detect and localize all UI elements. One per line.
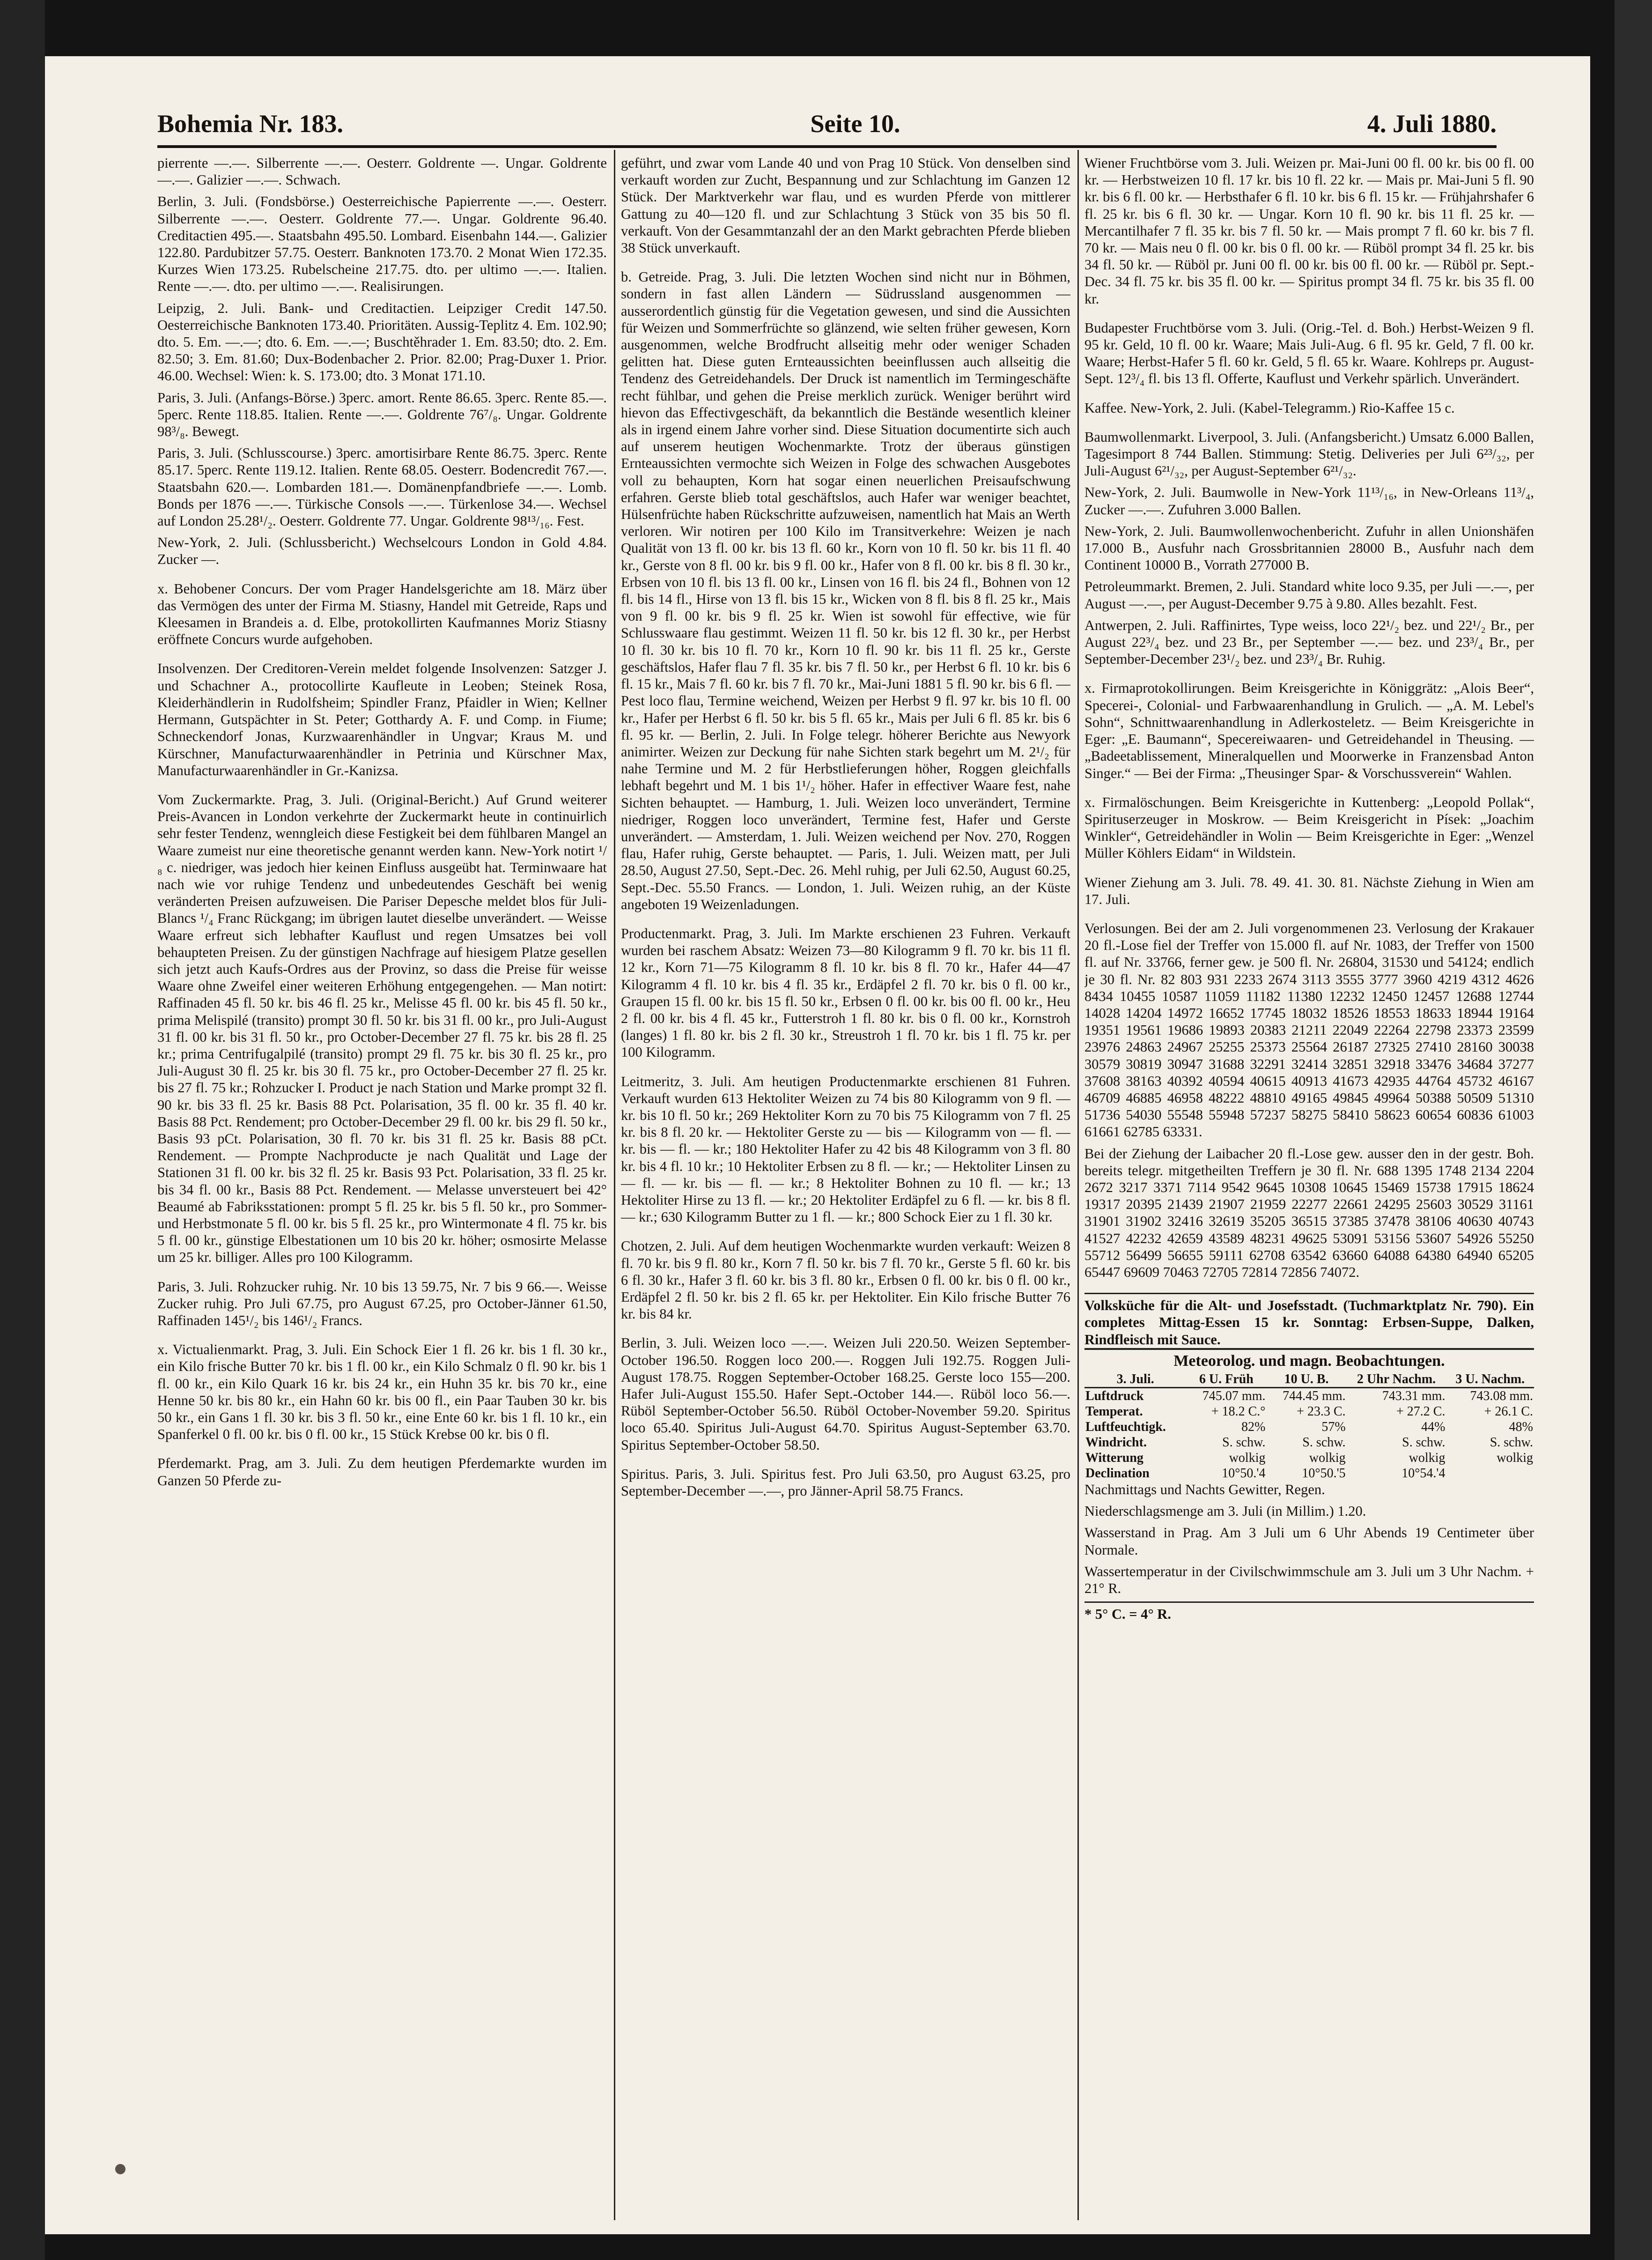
weather-header-cell: 10 U. B. [1266,1371,1346,1388]
article-paragraph: Budapester Fruchtbörse vom 3. Juli. (Orig.-Tel. d. Boh.) Herbst-Weizen 9 fl. 95 kr. Geld, 10 fl. 00 kr. Waare; Mais Juli-Aug. 6 fl. 95 kr. Geld, 7 fl. 00 kr. Waare; Herbst-Hafer 5 fl. 60 kr. Geld, 5 fl. 65 kr. Waare. Kohlreps pr. August-Sept. 12³/₄ fl. bis 13 fl. Offerte, Kauflust und Verkehr spärlich. Unverändert. [1084,319,1534,387]
weather-row [1084,1466,1534,1481]
header-date: 4. Juli 1880. [1367,110,1497,138]
article-paragraph: Antwerpen, 2. Juli. Raffinirtes, Type weiss, loco 22¹/₂ bez. und 22¹/₂ Br., per August 22³/₄ bez. und 23 Br., per September —.— bez. und 23³/₄ Br., per September-December 23¹/₂ bez. und 23³/₄ Br. Ruhig. [1084,617,1534,667]
article-paragraph: New-York, 2. Juli. Baumwollenwochenbericht. Zufuhr in allen Unionshäfen 17.000 B., Ausfuhr nach Grossbritannien 28000 B., Ausfuhr nach dem Continent 10000 B., Vorrath 277000 B. [1084,523,1534,573]
weather-row [1084,1435,1534,1450]
article-paragraph: Paris, 3. Juli. (Schlusscourse.) 3perc. amortisirbare Rente 86.75. 3perc. Rente 85.17. 5perc. Rente 119.12. Italien. Rente 68.05. Oesterr. Bodencredit 767.—. Staatsbahn 620.—. Lombarden 181.—. Domänenpfandbriefe —.—. Lomb. Bonds per 1876 —.—. Türkische Consols —.—. Türkenlose 34.—. Wechsel auf London 25.28¹/₂. Oesterr. Goldrente 77. Ungar. Goldrente 98¹³/₁₆. Fest. [157,445,607,529]
column-2 [621,155,1070,2220]
weather-cell: 57% [1321,1420,1346,1434]
weather-cell: wolkig [1409,1451,1446,1465]
weather-cell: S. schw. [1222,1435,1266,1450]
article-paragraph: Paris, 3. Juli. Rohzucker ruhig. Nr. 10 bis 13 59.75, Nr. 7 bis 9 66.—. Weisse Zucker ruhig. Pro Juli 67.75, pro August 67.25, pro October-Jänner 61.50, Raffinaden 145¹/₂ bis 146¹/₂ Francs. [157,1278,607,1328]
article-paragraph: Wiener Ziehung am 3. Juli. 78. 49. 41. 30. 81. Nächste Ziehung in Wien am 17. Juli. [1084,874,1534,907]
weather-cell: 743.08 mm. [1470,1389,1533,1403]
column-divider [614,150,615,2220]
weather-cell: 10°54.'4 [1401,1466,1446,1481]
weather-row-label: Windricht. [1085,1435,1147,1450]
article-paragraph: Verlosungen. Bei der am 2. Juli vorgenommenen 23. Verlosung der Krakauer 20 fl.-Lose fiel der Treffer von 15.000 fl. auf Nr. 1083, der Treffer von 1500 fl. auf Nr. 33766, ferner gew. je 500 fl. Nr. 26804, 31530 und 54124; endlich je 30 fl. Nr. 82 803 931 2233 2674 3113 3555 3777 3960 4219 4312 4626 8434 10455 10587 11059 11182 11380 12232 12450 12457 12688 12744 14028 14204 14972 16652 17745 18032 18526 18553 18633 18944 19164 19351 19561 19686 19893 20383 21211 22049 22264 22798 23373 23599 23976 24863 24967 25255 25373 25564 26187 27325 27410 28160 30038 30579 30819 30947 31688 32291 32414 32851 32918 33476 34684 37277 37608 38163 40392 40594 40615 40913 41673 42935 44764 45732 46167 46709 46885 46958 48222 48810 49165 49845 49964 50388 50509 51310 51736 54030 55548 55948 57237 58275 58410 58623 60654 60836 61003 61661 62785 63331. [1084,920,1534,1140]
page-header [157,87,1497,138]
scan-edge-right [1615,0,1652,2260]
weather-header-row [1084,1371,1534,1388]
weather-note: Wassertemperatur in der Civilschwimmschule am 3. Juli um 3 Uhr Nachm. + 21° R. [1084,1563,1534,1597]
column-3 [1084,155,1534,2220]
weather-row [1084,1419,1534,1435]
weather-note: Wasserstand in Prag. Am 3 Juli um 6 Uhr Abends 19 Centimeter über Normale. [1084,1525,1534,1558]
weather-cell: + 26.1 C. [1484,1404,1533,1419]
article-paragraph: b. Getreide. Prag, 3. Juli. Die letzten Wochen sind nicht nur in Böhmen, sondern in fast allen Ländern — Südrussland ausgenommen — ausserordentlich günstig für die Vegetation gewesen, und sind die Aussichten für Weizen und Sommerfrüchte so glänzend, wie selten früher gewesen, Korn ausgenommen, welche Brodfrucht allseitig mehr oder weniger Schaden gelitten hat. Diese guten Ernteaussichten beeinflussen auch allseitig die Tendenz des Getreidehandels. Der Druck ist namentlich im Termingeschäfte recht fühlbar, und gehen die Preise merklich zurück. Weniger berührt wird hievon das Effectivgeschäft, da bekanntlich die Bestände wesentlich kleiner als in irgend einem Jahre vorher sind. Diese Situation documentirte sich auch auf unserem heutigen Wochenmarkte. Trotz der überaus günstigen Ernteaussichten vermochte sich Weizen in Folge des schwachen Ausgebotes voll zu behaupten, Korn hat sogar einen neuerlichen Preisaufschwung erfahren. Gerste blieb total geschäftslos, auch Hafer war weniger beachtet, Hülsenfrüchte haben Rückschritte aufzuweisen, namentlich hat Mais an Werth verloren. Wir notiren per 100 Kilo im Transitverkehre: Weizen je nach Qualität von 13 fl. 00 kr. bis 13 fl. 60 kr., Korn von 10 fl. 50 kr. bis 11 fl. 40 kr., Gerste von 8 fl. 00 kr. bis 9 fl. 00 kr., Hafer von 8 fl. 00 kr. bis 8 fl. 30 kr., Erbsen von 10 fl. bis 13 fl. 00 kr., Linsen von 16 fl. bis 24 fl., Bohnen von 12 fl. bis 14 fl., Hirse von 13 fl. bis 15 kr., Wicken von 8 fl. bis 8 fl. 25 kr., Mais von 9 fl. 00 kr. bis 9 fl. 25 kr. Wien ist sowohl für effective, wie für Schlusswaare flau gestimmt. Weizen 11 fl. 50 kr. bis 12 fl. 30 kr., per Herbst 10 fl. 30 kr. bis 10 fl. 70 kr., Korn 10 fl. 90 kr. bis 11 fl. 25 kr., Gerste geschäftslos, Hafer flau 7 fl. 35 kr. bis 7 fl. 50 kr., per Herbst 6 fl. 10 kr. bis 6 fl. 15 kr., Mais 7 fl. 60 kr. bis 7 fl. 70 kr., Mai-Juni 1881 5 fl. 90 kr. bis 6 fl. — Pest loco flau, Termine weichend, Weizen per Herbst 9 fl. 97 kr. bis 10 fl. 00 kr., Hafer per Herbst 6 fl. 50 kr. bis 5 fl. 65 kr., Mais per Juli 6 fl. 85 kr. bis 6 fl. 95 kr. — Berlin, 2. Juli. In Folge telegr. höherer Berichte aus Newyork animirter. Weizen zur Deckung für nahe Sichten stark begehrt um M. 2¹/₂ für nahe Termine und M. 2 für Herbstlieferungen höher, Roggen gleichfalls lebhaft begehrt und M. 1 bis 1¹/₂ höher. Hafer in effectiver Waare fest, nahe Sichten behauptet. — Hamburg, 1. Juli. Weizen loco unverändert, Termine niedriger, Roggen loco unverändert, Termine fest, Hafer und Gerste unverändert. — Amsterdam, 1. Juli. Weizen weichend per Nov. 270, Roggen flau, Hafer ruhig, Gerste behauptet. — Paris, 1. Juli. Weizen matt, per Juli 28.50, August 27.50, Sept.-Dec. 26. Mehl ruhig, per Juli 62.50, August 60.25, Sept.-Dec. 55.50 Francs. — London, 1. Juli. Weizen ruhig, an der Küste angeboten 19 Weizenladungen. [621,269,1070,912]
article-paragraph: Leipzig, 2. Juli. Bank- und Creditactien. Leipziger Credit 147.50. Oesterreichische Banknoten 173.40. Prioritäten. Aussig-Teplitz 4. Em. 102.90; dto. 5. Em. —.—; dto. 6. Em. —.—; Buschtěhrader 1. Em. 83.50; dto. 2. Em. 82.50; 3. Em. 81.60; Dux-Bodenbacher 2. Prior. 82.00; Prag-Duxer 1. Prior. 46.00. Wechsel: Wien: k. S. 173.00; dto. 3 Monat 171.10. [157,300,607,384]
weather-header-cell: 2 Uhr Nachm. [1347,1371,1446,1388]
weather-notes [1084,1481,1534,1597]
article-paragraph: x. Behobener Concurs. Der vom Prager Handelsgerichte am 18. März über das Vermögen des unter der Firma M. Stiasny, Handel mit Getreide, Raps und Kleesamen in Brandeis a. d. Elbe, protokollirten Kaufmannes Moriz Stiasny eröffnete Concurs wurde aufgehoben. [157,580,607,648]
weather-note: Nachmittags und Nachts Gewitter, Regen. [1084,1482,1325,1497]
article-paragraph: Petroleummarkt. Bremen, 2. Juli. Standard white loco 9.35, per Juli —.—, per August —.—, per August-December 9.75 à 9.80. Alles bezahlt. Fest. [1084,578,1534,612]
article-paragraph: Berlin, 3. Juli. (Fondsbörse.) Oesterreichische Papierrente —.—. Oesterr. Silberrente —.—. Oesterr. Goldrente 77.—. Ungar. Goldrente 96.40. Creditactien 495.—. Staatsbahn 495.50. Lombard. Eisenbahn 144.—. Galizier 122.80. Pardubitzer 57.75. Oesterr. Banknoten 173.70. 2 Monat Wien 172.35. Kurzes Wien 173.25. Rubelscheine 217.75. dto. per ultimo —.—. Italien. Rente —.—. dto. per ultimo —.—. Realisirungen. [157,193,607,295]
weather-cell: 48% [1509,1420,1533,1434]
article-paragraph: Leitmeritz, 3. Juli. Am heutigen Productenmarkte erschienen 81 Fuhren. Verkauft wurden 613 Hektoliter Weizen zu 74 bis 80 Kilogramm von 9 fl. — kr. bis 10 fl. 50 kr.; 269 Hektoliter Korn zu 70 bis 75 Kilogramm von 7 fl. 25 kr. bis 8 fl. 20 kr. — Hektoliter Gerste zu — bis — Kilogramm von — fl. — kr. bis — fl. — kr.; 180 Hektoliter Hafer zu 42 bis 48 Kilogramm von 3 fl. 80 kr. bis 4 fl. 10 kr.; 10 Hektoliter Erbsen zu 8 fl. — kr.; — Hektoliter Linsen zu — fl. — kr. bis — fl. — kr.; 8 Hektoliter Bohnen zu 10 fl. — kr.; 13 Hektoliter Hirse zu 13 fl. — kr.; 20 Hektoliter Erdäpfel zu 6 fl. — kr. bis 8 fl. — kr.; 630 Kilogramm Butter zu 1 fl. — kr.; 800 Schock Eier zu 1 fl. 30 kr. [621,1073,1070,1225]
article-paragraph: x. Firmaprotokollirungen. Beim Kreisgerichte in Königgrätz: „Alois Beer“, Specerei-, Colonial- und Farbwaarenhandlung in Grulich. — „A. M. Lebel's Sohn“, Schnittwaarenhandlung in Adlerkosteletz. — Beim Kreisgerichte in Eger: „E. Baumann“, Specereiwaaren- und Getreidehandel in Theusing. — „Badeetablissement, Mineralquellen und Moorwerke in Franzensbad Anton Singer.“ — Bei der Firma: „Theusinger Spar- & Vorschussverein“ Wahlen. [1084,680,1534,781]
page-mark [115,2164,125,2174]
weather-cell: 10°50.'5 [1302,1466,1346,1481]
weather-title: Meteorolog. und magn. Beobachtungen. [1084,1348,1534,1371]
article-paragraph: Insolvenzen. Der Creditoren-Verein meldet folgende Insolvenzen: Satzger J. und Schachner A., protocollirte Kaufleute in Leoben; Steinek Rosa, Kleiderhändlerin in Rudolfsheim; Spindler Franz, Pfaidler in Wien; Kellner Hermann, Gutspächter in St. Peter; Gotthardy A. F. und Comp. in Fiume; Schneckendorf Jonas, Kurzwaarenhändler in Ungvar; Kraus M. und Kürschner, Manufacturwaarenhändler in Petrinia und Kürschner Max, Manufacturwaarenhändler in Gr.-Kanizsa. [157,660,607,778]
weather-table [1084,1371,1534,1481]
weather-cell: + 27.2 C. [1396,1404,1446,1419]
article-paragraph: Chotzen, 2. Juli. Auf dem heutigen Wochenmarkte wurden verkauft: Weizen 8 fl. 70 kr. bis 9 fl. 80 kr., Korn 7 fl. 50 kr. bis 7 fl. 70 kr., Gerste 5 fl. 60 kr. bis 6 fl. 30 kr., Hafer 3 fl. 60 kr. bis 3 fl. 80 kr., Erbsen 0 fl. 00 kr. bis 0 fl. 00 kr., Erdäpfel 2 fl. 50 kr. bis 2 fl. 65 kr. per Hektoliter. Ein Kilo frische Butter 76 kr. bis 84 kr. [621,1238,1070,1322]
weather-cell: 44% [1421,1420,1446,1434]
article-paragraph: geführt, und zwar vom Lande 40 und von Prag 10 Stück. Von denselben sind verkauft worden zur Zucht, Bespannung und zur Schlachtung im Ganzen 12 Stück. Der Marktverkehr war flau, und es wurden Pferde von mittlerer Gattung zu 40—120 fl. und zur Schlachtung 3 Stück von 35 bis 50 fl. verkauft. Von der Gesammtanzahl der an den Markt gebrachten Pferde blieben 38 Stück unverkauft. [621,155,1070,256]
weather-row-label: Temperat. [1085,1404,1143,1419]
header-rule [157,145,1497,148]
weather-row-label: Luftfeuchtigk. [1085,1420,1166,1434]
article-paragraph: Paris, 3. Juli. (Anfangs-Börse.) 3perc. amort. Rente 86.65. 3perc. Rente 85.—. 5perc. Rente 118.85. Italien. Rente —.—. Goldrente 76⁷/₈. Ungar. Goldrente 98³/₈. Bewegt. [157,389,607,440]
article-paragraph: New-York, 2. Juli. Baumwolle in New-York 11¹³/₁₆, in New-Orleans 11³/₄, Zucker —.—. Zufuhren 3.000 Ballen. [1084,484,1534,518]
weather-row [1084,1450,1534,1466]
article-paragraph: Berlin, 3. Juli. Weizen loco —.—. Weizen Juli 220.50. Weizen September-October 196.50. Roggen loco 200.—. Roggen Juli 192.75. Roggen Juli-August 178.75. Roggen September-October 168.25. Gerste loco 155—200. Hafer Juli-August 155.50. Hafer Sept.-October 144.—. Rüböl loco 56.—. Rüböl September-October 56.50. Rüböl October-November 59.20. Spiritus loco 65.40. Spiritus Juli-August 64.70. Spiritus August-September 63.70. Spiritus September-October 58.50. [621,1335,1070,1453]
soup-kitchen-notice: Volksküche für die Alt- und Josefsstadt. (Tuchmarktplatz Nr. 790). Ein completes Mittag-Essen 15 kr. Sonntag: Erbsen-Suppe, Dalken, Rindfleisch mit Sauce. [1084,1293,1534,1348]
article-paragraph: Spiritus. Paris, 3. Juli. Spiritus fest. Pro Juli 63.50, pro August 63.25, pro September-December —.—, pro Jänner-April 58.75 Francs. [621,1466,1070,1499]
weather-cell: + 18.2 C.° [1211,1404,1266,1419]
weather-cell: + 23.3 C. [1297,1404,1346,1419]
weather-cell: S. schw. [1302,1435,1346,1450]
article-paragraph: Wiener Fruchtbörse vom 3. Juli. Weizen pr. Mai-Juni 00 fl. 00 kr. bis 00 fl. 00 kr. — Herbstweizen 10 fl. 17 kr. bis 10 fl. 22 kr. — Mais pr. Mai-Juni 5 fl. 90 kr. bis 6 fl. 00 kr. — Herbsthafer 6 fl. 10 kr. bis 6 fl. 15 kr. — Frühjahrshafer 6 fl. 25 kr. bis 6 fl. 30 kr. — Ungar. Korn 10 fl. 90 kr. bis 11 fl. 25 kr. — Mercantilhafer 7 fl. 35 kr. bis 7 fl. 50 kr. — Mais prompt 7 fl. 60 kr. bis 7 fl. 70 kr. — Mais neu 0 fl. 00 kr. bis 0 fl. 00 kr. — Rüböl prompt 34 fl. 25 kr. bis 34 fl. 50 kr. — Rüböl pr. Juni 00 fl. 00 kr. bis 00 fl. 00 kr. — Rüböl pr. Sept.-Dec. 34 fl. 75 kr. bis 35 fl. 00 kr. — Spiritus prompt 34 fl. 75 kr. bis 35 fl. 00 kr. [1084,155,1534,307]
weather-row [1084,1388,1534,1404]
weather-cell [1446,1466,1534,1481]
weather-cell: S. schw. [1402,1435,1446,1450]
column-1 [157,155,607,2220]
header-publication: Bohemia Nr. 183. [157,110,344,138]
column-3-articles [1084,155,1534,1281]
weather-cell: 745.07 mm. [1202,1389,1266,1403]
scan-edge-left [0,0,45,2260]
weather-row-label: Witterung [1085,1451,1143,1465]
article-paragraph: Productenmarkt. Prag, 3. Juli. Im Markte erschienen 23 Fuhren. Verkauft wurden bei raschem Absatz: Weizen 73—80 Kilogramm 9 fl. 70 kr. bis 11 fl. 12 kr., Korn 71—75 Kilogramm 8 fl. 10 kr. bis 8 fl. 70 kr., Hafer 44—47 Kilogramm 4 fl. 10 kr. bis 4 fl. 35 kr., Erdäpfel 2 fl. 70 kr. bis 0 fl. 00 kr., Graupen 15 fl. 00 kr. bis 15 fl. 50 kr., Erbsen 0 fl. 00 kr. bis 00 fl. 00 kr., Heu 2 fl. 00 kr. bis 4 fl. 45 kr., Futterstroh 1 fl. 80 kr. bis 0 fl. 00 kr., Kornstroh (langes) 1 fl. 80 kr. bis 2 fl. 30 kr., Streustroh 1 fl. 70 kr. bis 1 fl. 75 kr. per 100 Kilogramm. [621,925,1070,1060]
weather-row-label: Luftdruck [1085,1389,1144,1403]
weather-row-label: Declination [1085,1466,1150,1481]
weather-cell: 82% [1241,1420,1266,1434]
article-paragraph: Pferdemarkt. Prag, am 3. Juli. Zu dem heutigen Pferdemarkte wurden im Ganzen 50 Pferde zu- [157,1455,607,1489]
column-divider [1077,150,1079,2220]
weather-note: Niederschlagsmenge am 3. Juli (in Millim.) 1.20. [1084,1503,1366,1519]
footnote: * 5° C. = 4° R. [1084,1601,1534,1623]
weather-cell: 744.45 mm. [1283,1389,1346,1403]
weather-cell: 10°50.'4 [1222,1466,1266,1481]
newspaper-page [45,56,1590,2234]
weather-header-cell: 6 U. Früh [1186,1371,1266,1388]
weather-cell: wolkig [1309,1451,1346,1465]
weather-header-cell: 3. Juli. [1084,1371,1186,1388]
article-paragraph: Vom Zuckermarkte. Prag, 3. Juli. (Original-Bericht.) Auf Grund weiterer Preis-Avancen in London verkehrte der Zuckermarkt heute in continuirlich sehr fester Tendenz, wenngleich diese Festigkeit bei dem fühlbaren Mangel an Waare zumeist nur eine theoretische genannt werden kann. New-York notirt ¹/₈ c. niedriger, was jedoch hier keinen Einfluss ausgeübt hat. Terminwaare hat nach wie vor ruhige Tendenz und unbedeutendes Geschäft bei wenig veränderten Preisen aufzuweisen. Die Pariser Depesche meldet blos für Juli-Blancs ¹/₄ Franc Rückgang; im übrigen lautet dieselbe unverändert. — Weisse Waare erfreut sich lebhafter Kauflust und regen Umsatzes bei voll behaupteten Preisen. Zu der günstigen Nachfrage auf hiesigem Platze gesellen sich jetzt auch Kaufs-Ordres aus der Provinz, so dass die Preise für weisse Waare ohne Zweifel einer weiteren Erhöhung entgegengehen. — Man notirt: Raffinaden 45 fl. 50 kr. bis 46 fl. 25 kr., Melisse 45 fl. 00 kr. bis 45 fl. 50 kr., prima Melispilé (transito) prompt 30 fl. 50 kr. bis 31 fl. 00 kr., pro Juli-August 31 fl. 00 kr. bis 31 fl. 50 kr., pro October-December 27 fl. 75 kr. bis 28 fl. 25 kr.; prima Centrifugalpilé (transito) prompt 29 fl. 75 kr. bis 30 fl. 25 kr., pro Juli-August 30 fl. 25 kr. bis 30 fl. 75 kr., pro October-December 27 fl. 25 kr. bis 27 fl. 75 kr.; Rohzucker I. Product je nach Station und Marke prompt 32 fl. 90 kr. bis 33 fl. 25 kr. Basis 88 Pct. Polarisation, 35 fl. 00 kr. 35 fl. 40 kr. Basis 88 Pct. Rendement; pro October-December 29 fl. 00 kr. bis 29 fl. 50 kr., Basis 93 pCt. Polarisation, 30 fl. 70 kr. bis 31 fl. 25 kr. Basis 88 pCt. Rendement. — Prompte Nachproducte je nach Qualität und Lage der Stationen 31 fl. 00 kr. bis 32 fl. 25 kr. Basis 93 Pct. Polarisation, 33 fl. 25 kr. bis 34 fl. 00 kr., Basis 88 Pct. Rendement. — Melasse unversteuert bei 42° Beaumé ab Fabriksstationen: prompt 5 fl. 25 kr. bis 5 fl. 50 kr., pro Sommer- und Herbstmonate 5 fl. 00 kr. bis 5 fl. 25 kr., pro Wintermonate 4 fl. 75 kr. bis 5 fl. 00 kr., günstige Elbestationen um 10 bis 20 kr. höher; osmosirte Melasse um 25 kr. billiger. Alles pro 100 Kilogramm. [157,791,607,1266]
article-paragraph: x. Firmalöschungen. Beim Kreisgerichte in Kuttenberg: „Leopold Pollak“, Spirituserzeuger in Moskrow. — Beim Kreisgericht in Písek: „Joachim Winkler“, Getreidehändler in Wolin — Beim Kreisgerichte in Eger: „Wenzel Müller Köhlers Eidam“ in Wildstein. [1084,794,1534,861]
weather-header-cell: 3 U. Nachm. [1446,1371,1534,1388]
article-paragraph: Baumwollenmarkt. Liverpool, 3. Juli. (Anfangsbericht.) Umsatz 6.000 Ballen, Tagesimport 8 744 Ballen. Stimmung: Stetig. Deliveries per Juli 6²³/₃₂, per Juli-August 6²¹/₃₂, per August-September 6²¹/₃₂. [1084,429,1534,479]
weather-cell: S. schw. [1490,1435,1533,1450]
weather-cell: wolkig [1497,1451,1533,1465]
weather-row [1084,1404,1534,1419]
weather-cell: 743.31 mm. [1382,1389,1446,1403]
weather-cell: wolkig [1229,1451,1266,1465]
article-paragraph: x. Victualienmarkt. Prag, 3. Juli. Ein Schock Eier 1 fl. 26 kr. bis 1 fl. 30 kr., ein Kilo frische Butter 70 kr. bis 1 fl. 00 kr., ein Kilo Schmalz 0 fl. 90 kr. bis 1 fl. 00 kr., ein Kilo Quark 16 kr. bis 24 kr., ein Huhn 35 kr. bis 70 kr., eine Henne 50 kr. bis 80 kr., ein Hahn 60 kr. bis 00 fl., ein Paar Tauben 30 kr. bis 50 kr., ein Gans 1 fl. 30 kr. bis 3 fl. 50 kr., eine Ente 60 kr. bis 1 fl. 10 kr., ein Spanferkel 0 fl. 00 kr. bis 0 fl. 00 kr., 15 Stück Krebse 00 kr. bis 0 fl. [157,1341,607,1443]
article-paragraph: pierrente —.—. Silberrente —.—. Oesterr. Goldrente —. Ungar. Goldrente —.—. Galizier —.—. Schwach. [157,155,607,188]
header-page-number: Seite 10. [810,110,900,138]
article-paragraph: New-York, 2. Juli. (Schlussbericht.) Wechselcours London in Gold 4.84. Zucker —. [157,534,607,568]
article-paragraph: Kaffee. New-York, 2. Juli. (Kabel-Telegramm.) Rio-Kaffee 15 c. [1084,400,1455,416]
article-paragraph: Bei der Ziehung der Laibacher 20 fl.-Lose gew. ausser den in der gestr. Boh. bereits telegr. mitgetheilten Treffern je 30 fl. Nr. 688 1395 1748 2134 2204 2672 3217 3371 7114 9542 9645 10308 10645 15469 15738 17915 18624 19317 20395 21439 21907 21959 22277 22661 24295 25603 30529 31161 31901 31902 32416 32619 35205 36515 37385 37478 38106 40630 40743 41527 42232 42659 43589 48231 49625 53091 53156 53607 54926 55250 55712 56499 56655 59111 62708 63542 63660 64088 64380 64940 65205 65447 69609 70463 72705 72814 72856 74072. [1084,1145,1534,1280]
